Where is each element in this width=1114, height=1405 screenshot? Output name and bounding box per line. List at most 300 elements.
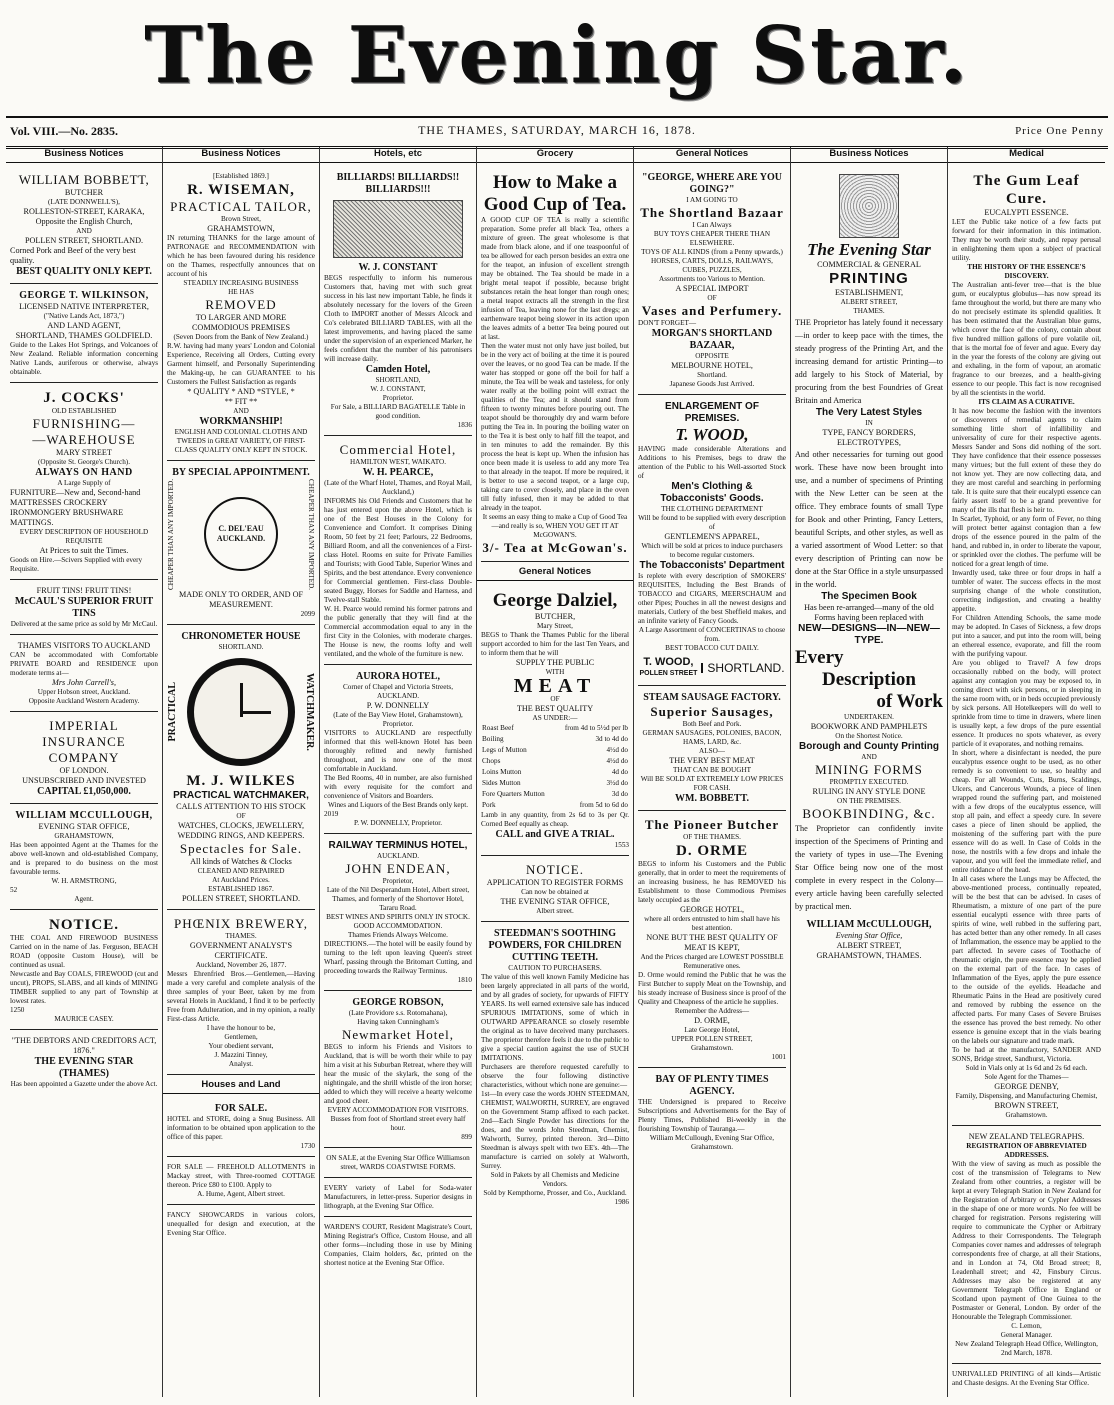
ad-sign: P. W. DONNELLY, Proprietor. [354,819,442,827]
meat-price-table [481,723,629,811]
ad-spec: The Specimen Book [821,591,917,602]
ad-unrivalled [952,1367,1101,1393]
ad-body: CAN be accommodated with Comfortable PRIVATE BOARD and RESIDENCE upon moderate terms at— [10,651,158,677]
ad-body-7: Are you obliged to Travel? A few drops occasionally rubbed on the body, will protect against any contagion you may be exposed to, in coming direct with sick persons, or in sleeping in the same room with, or in beds occupied previously by sick persons. All Hotelkeepers will do well to sprinkle from time to time in drawers, where linen is usually kept, a few drops of the pure essential essence. It produces no spots whatever, as every particle of it evaporates, and nothing remains. [952,659,1101,748]
ad-quality: THE BEST QUALITY [516,704,594,713]
column-heading: Business Notices [6,147,162,163]
price-item: Pork [482,801,496,809]
ad-best: THE VERY BEST MEAT [669,756,755,765]
ad-role: Proprietor, [382,877,414,885]
ad-owner: WM. BOBBETT. [675,793,749,804]
ad-calls: CALLS ATTENTION TO HIS STOCK [176,801,306,811]
ad-role: Analyst. [228,1059,254,1068]
ad-number: 2099 [300,609,315,618]
ad-every-3: of Work [876,691,943,712]
ad-role: Family, Dispensing, and Manufacturing Chemist, [955,1092,1098,1100]
ad-town: Shortland. [697,371,727,379]
billiard-table-illustration [333,200,463,258]
ad-of: OF [236,811,246,820]
ad-claim: ITS CLAIM AS A CURATIVE. [978,398,1075,406]
ad-sign: William McCullough, Evening Star Office, Grahamstown. [649,1134,775,1151]
ad-name: PHŒNIX BREWERY, [174,915,308,931]
ad-head: CHRONOMETER HOUSE [181,630,301,642]
ad-address: AND [76,227,92,235]
ad-items: MATTRESSES CROCKERY IRONMONGERY BRUSHWARE MATTINGS. [10,498,124,527]
price-value: 3½d do [606,779,628,787]
ad-sub: (LATE DONNWELL'S), [48,198,120,206]
ad-side-right: CHEAPER THAN ANY IMPORTED. [307,479,315,590]
ad-every-2: Description [822,669,916,690]
ad-q2: ** FIT ** [224,397,258,406]
ad-clean: CLEANED AND REPAIRED [197,866,285,875]
ad-head: BAY OF PLENTY TIMES AGENCY. [655,1074,769,1097]
ad-jap: Japanese Goods Just Arrived. [669,380,755,388]
ad-number: 1986 [614,1198,629,1206]
ad-sold: Sold in Pakets by all Chemists and Medicine Vendors. [490,1171,620,1188]
ad-styles: The Very Latest Styles [815,407,923,418]
ad-head: "GEORGE, WHERE ARE YOU GOING?" [641,172,783,195]
ad-body: ON SALE, at the Evening Star Office Williamson street, WARDS COASTWISE FORMS. [326,1154,470,1171]
ad-printing-title: PRINTING [829,270,909,287]
ad-name: T. WOOD, [675,425,749,444]
ad-sign: J. Mazzini Tinney, [214,1050,268,1059]
ad-body: Has been appointed Agent at the Thames for the above well-known and old-established Company, and is prepared to do business on the most favourable terms. [10,841,158,876]
ad-town: Grahamstown. [690,1044,734,1052]
ad-head: NEW ZEALAND TELEGRAPHS. [968,1132,1085,1141]
ad-sign: W. H. ARMSTRONG, [51,877,117,885]
ad-place: THAMES. [225,931,257,940]
ad-hist: THE HISTORY OF THE ESSENCE'S DISCOVERY. [967,263,1086,280]
column-4 [477,147,634,1397]
column-5 [634,147,791,1397]
ad-body: HOTEL and STORE, doing a Snug Business. All information to be obtained upon application to the office of this paper. [167,1114,315,1141]
ad-has: HE HAS [228,288,254,296]
ad-servant: Your obedient servant, [208,1041,274,1050]
ad-office: THE EVENING STAR OFFICE, [500,897,610,906]
ad-number: 1250 [10,1006,25,1014]
ad-hotel: Camden Hotel, [365,364,431,375]
ad-street-2: ALBERT STREET, [836,941,902,950]
ad-buy: BUY TOYS CHEAPER THERE THAN ELSEWHERE. [653,230,771,247]
ad-name: Mrs John Carrell's, [52,678,116,687]
ad-late: (Late Providore s.s. Rotomahana), [348,1009,448,1017]
ad-hotel: GEORGE HOTEL, [679,905,745,914]
ad-title: The Gum Leaf Cure. [973,173,1080,207]
ad-borough: Borough and County Printing [799,741,939,752]
ad-office: EVENING STAR OFFICE, [38,822,130,831]
ad-under: AS UNDER:— [532,714,578,722]
ad-sign: WILLIAM McCULLOUGH, [806,919,932,930]
ad-name: GEORGE DENBY, [994,1082,1059,1091]
ad-body: With the view of saving as much as possible the cost of the transmission of Telegrams to New Zealand from other countries, a register will be kept at every Telegraph Station in New Zealand for the Registration of Arbitrary or Cypher Addresses in the shape of one or more words. No fee will be charged for registration. Persons registering will require to communicate the Cypher or Arbitrary Address to their Correspondents. The Telegraph Companies cover names and addresses of telegraph correspondents free of charge, at all their Stations, and in London at 74, Old Broad street; 8, Leadenhall street; and 42, Finsbury Circus. Addresses may also be registered at any Government Telegraph Office in England or Scotland upon payment of One Guinea to the Postmaster or General, London. By order of the Honourable the Telegraph Commissioner. [952,1160,1101,1321]
ad-name-2: INSURANCE COMPANY [42,734,126,765]
ad-ruling: RULING IN ANY STYLE DONE [812,787,926,796]
ad-opposite: (Opposite St. George's Church). [38,458,130,466]
ad-price: 3/- Tea at McGowan's. [482,540,628,555]
ad-meat: MEAT [513,675,597,697]
ad-items: GERMAN SAUSAGES, POLONIES, BACON, HAMS, LARD, &c. [642,729,782,746]
ad-name: R. WISEMAN, [187,182,295,198]
ad-town: GRAHAMSTOWN, [54,832,114,840]
ad-none: NONE BUT THE BEST QUALITY OF MEAT IS KEPT, [646,933,778,952]
column-3 [320,147,477,1397]
ad-supply: A Large Supply of [57,479,111,487]
price-item: Roast Beef [482,724,514,732]
ad-number: 1810 [457,976,472,984]
ad-items: WATCHES, CLOCKS, JEWELLERY, WEDDING RINGS, AND KEEPERS. [177,820,305,840]
ad-wilkinson [10,287,158,383]
ad-body-2: R.W. having had many years' London and Colonial Experience, Receiving all Orders, Cutting every Garment himself, and Personally Superintending the Making-up, he can GUARANTEE to his Customers the Fullest Satisfaction as regards [167,342,315,386]
ad-est: [Established 1869.] [213,172,269,180]
ad-body-4: Is replete with every description of SMOKERS' REQUISITES, Including the Best Brands of TOBACCO and CIGARS, MEERSCHAUM and other Pipes; Pouches in all the newest designs and materials, Cutlery of the best Sheffield makes, and an infinite variety of Fancy Goods. [638,572,786,625]
ad-name: WILLIAM MCCULLOUGH, [15,810,153,821]
ad-est: ESTABLISHMENT, [834,288,904,297]
column-heading: Medical [948,147,1105,163]
ad-call: CALL and GIVE A TRIAL. [495,829,615,840]
ad-special-appointment [167,464,315,625]
ad-gum-leaf [952,169,1101,1126]
ad-body: BEGS respectfully to inform his numerous Customers that, having met with such great success in his last new important Table, he finds it absolutely necessary for the lovers of the Green Cloth to IMPORT another of Messrs Alcock and Co's celebrated BILLIARD TABLES, with all the latest improvements, and having placed the same under the supervision of an experienced Marker, he feels confident that the number of his patronisers will increase daily. [324,274,472,363]
ad-body-2: Purchasers are therefore requested carefully to observe the four following distinctive characteristics, without which none are genuine:— [481,1063,629,1089]
ad-name: W. J. CONSTANT [358,262,438,273]
ad-name: IMPERIAL [49,718,119,733]
ad-place: HAMILTON WEST, WAIKATO. [349,458,447,466]
ad-with: WITH [545,668,565,676]
ad-gent: Gentlemen, [224,1032,258,1041]
ad-title: LICENSED NATIVE INTERPRETER, [19,302,149,311]
ad-number: 1836 [457,421,472,429]
ad-taken: Having taken Cunningham's [357,1018,439,1026]
ad-place: OF LONDON. [59,766,109,775]
ad-on-sale [324,1151,472,1178]
ad-prices: At Auckland Prices. [212,875,270,884]
clock-row [167,652,315,772]
ad-name: George Dalziel, [492,590,618,611]
ad-tagline: BEST QUALITY ONLY KEPT. [16,266,152,277]
ad-estd: ESTABLISHED 1867. [208,884,274,893]
ad-also: ALSO— [699,747,725,755]
ad-notice-forms [481,859,629,922]
ad-good: GOOD ACCOMMODATION. [353,922,443,930]
ad-railway-hotel [324,837,472,991]
ad-body-2: Messrs Ehrenfried Bros.—Gentlemen,—Having made a very careful and complete analysis of the three samples of your Beer, taken by me from several Hotels in Auckland, I find it to be perfectly Free from Adulteration, and in my opinion, a really First-class Article. [167,969,315,1023]
ad-line: FURNISHING— [32,416,136,431]
ad-bind: BOOKBINDING, &c. [802,806,936,821]
price-item: Chops [482,757,501,765]
ad-name: GEORGE T. WILKINSON, [19,290,149,301]
ad-sub: ("Native Lands Act, 1873,") [43,312,125,320]
coat-of-arms-icon [839,174,899,238]
ad-wines: Wines and Liquors of the Best Brands only kept. [327,801,469,809]
ad-signature [638,656,786,680]
ad-number: 1553 [614,841,629,849]
ad-body-2: The Bed Rooms, 40 in number, are also furnished with every requisite for the comfort and convenience of Visitors and Boarders. [324,774,472,800]
ad-sig-1: T. WOOD, [643,656,694,668]
ad-name: GEORGE ROBSON, [352,997,444,1008]
ad-wiseman [167,169,315,461]
ad-role: Agent. [74,895,94,903]
ad-title: How to Make a Good Cup of Tea. [483,172,627,215]
ad-every-1: Every [795,647,844,668]
price-value: 4½d do [606,746,628,754]
ad-visitors [10,638,158,712]
ad-telegraphs [952,1129,1101,1364]
ad-lamb: Lamb in any quantity, from 2s 6d to 3s per Qr. Corned Beef equally as cheap. [481,811,629,828]
ad-head: "THE DEBTORS AND CREDITORS ACT, 1876." [11,1036,157,1055]
ad-shortland-bazaar [638,169,786,395]
ad-morgan: MORGAN'S SHORTLAND BAZAAR, [651,328,773,351]
ad-bought: THAT CAN BE BOUGHT [673,766,751,774]
ad-hire: Goods on Hire.—Scivers Supplied with every Requisite. [10,556,143,573]
ad-body: EVERY variety of Label for Soda-water Manufacturers, in letter-press. Superior designs in lithograph, at the Evening Star Office. [324,1184,472,1210]
ad-head: ENLARGEMENT OF PREMISES. [665,401,759,424]
ad-furniture: FURNITURE—New and, Second-hand [10,488,141,497]
ad-bay-of-plenty [638,1071,786,1157]
dateline [6,116,1108,149]
ad-sold: Will BE SOLD AT EXTREMELY LOW PRICES FOR CASH. [640,775,784,792]
ad-body-2: And other necessaries for turning out good work. These have now been brought into use, and a number of specimens of Printing with the New Letter can be seen at the office. They embrace founts of small Type for Book and other Printing, Fancy Letters, beautiful Scripts, and other styles, as well as a varied assortment of Wood Letter: so that every description of Printing can now be done at the Star Office in a style unsurpassed in the world. [795,450,943,589]
ad-sign: Sold by Kempthorne, Prosser, and Co., Auckland. [483,1189,627,1197]
ad-stock: Men's Clothing & Tobacconists' Goods. [660,481,764,504]
ad-body-4: In Scarlet, Typhoid, or any form of Fever, no thing will protect better against contagion than a few drops of the essence poured in the palm of the hand, and rubbed in, in order to liberate the vapour, or sprinkled over the clothes. The perfume will be noticed for a great length of time. [952,515,1101,568]
ad-sub: EUCALYPTI ESSENCE. [984,208,1069,217]
ad-book: BOOKWORK AND PAMPHLETS [810,722,928,731]
ad-new: NEW—DESIGNS—IN—NEW—TYPE. [798,623,940,646]
ad-street: Albert street. [536,907,574,915]
ad-title: REGISTRATION OF ABBREVIATED ADDRESSES. [966,1142,1087,1159]
ad-sig-2: POLLEN STREET [639,670,698,677]
ad-body-10: To be had at the manufactory, SANDER AND SONS, Bridge street, Sandhurst, Victoria. [952,1046,1101,1063]
ad-side-left: PRACTICAL [167,682,178,742]
ad-rem: Remember the Address— [674,1007,750,1015]
ad-street: BROWN STREET, [994,1101,1059,1110]
ad-body: Guide to the Lakes Hot Springs, and Volcanoes of New Zealand. Reliable information concerning Native Lands, auriferous or otherwise, always obtainable. [10,341,158,376]
ad-name: WILLIAM BOBBETT, [18,172,150,187]
ad-body-3: 1st—In every case the words JOHN STEEDMAN, CHEMIST, WALWORTH, SURREY, are engraved on the Government Stamp affixed to each packet. 2nd—Each Single Powder has directions for the does, and the words John Steedman, Chemist, Walworth, Surrey, printed thereon. 3rd—Ditto Steedman is always spelt with two EE's. 4th—The manufacture is carried on solely at Walworth, Surrey. [481,1090,629,1170]
ad-t-wood [638,398,786,686]
column-heading: Grocery [477,147,633,163]
ad-steam-sausage [638,689,786,811]
ad-opp: OPPOSITE [695,352,729,360]
ad-body: IN returning THANKS for the large amount of PATRONAGE and RECOMMENDATION with which he has been favoured during his residence on the Thames, respectfully announces that on account of his [167,234,315,278]
ad-side-right: WATCHMAKER. [304,673,315,751]
ad-body-2: The Australian anti-fever tree—that is the blue gum, or eucalyptus globulus—has now spread its fame throughout the world, but there are many who do not precisely estimate its splendid qualities. It has been estimated that the Australian blue gums, which cover the face of the colony, contain about five hundred million gallons of pure volatile oil, that is the mortal foe of fever and ague. Every day in the year the forests of the colony are giving out and exhaling, in the form of vapour, an aromatic fragrance to our breezes, and a health-giving essence to our people. This fact is now recognised by all the scientists in the world. [952,281,1101,397]
ad-cloths: ENGLISH AND COLONIAL CLOTHS AND TWEEDS in GREAT VARIETY, OF FIRST-CLASS QUALITY ONLY KEPT IN STOCK. [174,428,308,454]
ad-name: AURORA HOTEL, [356,671,440,682]
ad-special: A SPECIAL IMPORT [675,284,749,293]
ad-of: OF [550,695,560,703]
ad-owner: W. J. CONSTANT, [370,385,426,393]
ad-number: 1001 [771,1053,786,1061]
ad-dept: THE CLOTHING DEPARTMENT [661,505,763,513]
ad-name: M. J. WILKES [186,772,296,789]
ad-labels [324,1181,472,1217]
ad-sold: Sold in Vials only at 1s 6d and 2s 6d each. [965,1064,1088,1072]
ad-body: UNRIVALLED PRINTING of all kinds—Artistic and Chaste designs. At the Evening Star Office. [952,1370,1101,1387]
ad-debtors [10,1033,158,1094]
ad-honour: I have the honour to be, [206,1023,276,1032]
ad-vases: Vases and Perfumery. [641,303,783,318]
ad-street: ALBERT STREET, [840,298,898,306]
ad-title: PRACTICAL WATCHMAKER, [173,789,309,801]
ad-bottom: MADE ONLY TO ORDER, AND OF MEASUREMENT. [178,589,304,609]
ad-mccaul [10,583,158,635]
ad-role: Proprietor. [382,720,414,728]
ad-body: THE Proprietor has lately found it necessary—in order to keep pace with the times, the steady progress of the Printing Art, and the increasing demand for artistic Printing—to add largely to his Stock of Material, by procuring from the best Foundries of Great Britain and America [795,318,943,405]
ad-kind: Both Beef and Pork. [682,720,742,728]
ad-late: Late George Hotel, [684,1026,740,1034]
ad-body-3: It seems an easy thing to make a Cup of Good Tea—and really is so, WHEN YOU GET IT AT McGOWAN'S. [482,513,628,539]
ad-price: At Prices to suit the Times. [39,546,129,555]
ad-apparel: GENTLEMEN'S APPAREL, [664,532,760,541]
ad-late: Late of the Nil Desperandum Hotel, Albert street, Thames, and formerly of the Shortover Hotel, Tararu Road. [326,886,470,912]
price-row [481,778,629,789]
ad-spec: Spectacles for Sale. [179,840,303,856]
ad-address: ROLLESTON-STREET, KARAKA, [23,207,145,216]
ad-address: SHORTLAND, THAMES GOLDFIELD. [15,331,153,340]
ad-always: ALWAYS ON HAND [35,467,133,478]
ad-street: Mary Street, [537,622,573,630]
column-7 [948,147,1105,1397]
ad-date: Auckland, November 26, 1877. [195,960,287,969]
ad-body: GOVERNMENT ANALYST'S CERTIFICATE. [189,940,293,960]
ad-street: Brown Street, [221,215,261,223]
ad-body: BEGS to inform his Friends and Visitors to Auckland, that is will be worth their while to pay him a visit at his Suburban Retreat, where they will hear the music of the skylark, the song of the nightingale, and the shrill whistle of the iron horse; added to which they will receive a hearty welcome and good cheer. [324,1043,472,1105]
ad-body-2: Can now be obtained at [521,888,589,896]
ad-body-3: It has now become the fashion with the inventors or discoverers of remedial agents to claim something little short of infallibility and universality of cure for their respective agents. Messrs Sander and Sons did nothing of the sort. They have confidence that their essence possesses many virtues; but the full extent of these they do not know yet. They are now collecting data, and they are most careful and searching in performing tale. It is quite sure that their eucalypti essence can fairly assert itself to be a grand preventive for many of the ills that flesh is heir to. [952,407,1101,514]
ad-of: OF THE THAMES. [683,833,741,841]
column-heading: Business Notices [791,147,947,163]
ad-body: The value of this well known Family Medicine has been largely appreciated in all parts of the world, and by all grades of society, for upwards of FIFTY YEARS. Its well earned extensive sale has induced SPURIOUS IMITATIONS, some of which in OUTWARD APPEARANCE so closely resemble the original as to have deceived many purchasers. The proprietor therefore feels it due to the public to give a special caution against the use of SUCH IMITATIONS. [481,973,629,1062]
column-2 [163,147,320,1397]
price-row [481,800,629,811]
ad-body: Corned Pork and Beef of the very best quality. [10,246,136,265]
price-row [481,745,629,756]
ad-name: RAILWAY TERMINUS HOTEL, [328,840,468,851]
ad-opposite: Opposite Auckland Western Academy. [28,697,140,705]
ad-body: THE EVENING STAR (THAMES) [34,1056,134,1079]
ad-friends: Thames Friends Always Welcome. [348,931,448,939]
price-value: from 5d to 6d do [579,801,628,809]
ad-office: New Zealand Telegraph Head Office, Wellington, 2nd March, 1878. [955,1340,1098,1357]
ad-role: General Manager. [1000,1331,1053,1339]
ad-name: Commercial Hotel, [339,442,457,457]
ad-prompt: PROMPTLY EXECUTED. [829,778,909,786]
ad-billiards [324,169,472,436]
ad-office: Evening Star Office, [835,931,903,940]
price-row [481,723,629,734]
ad-body-2: Has been appointed a Gazette under the above Act. [10,1080,158,1088]
ad-brand: The Evening Star [807,240,931,259]
price: Price One Penny [1015,125,1104,137]
ad-cut: BEST TOBACCO CUT DAILY. [665,644,759,652]
ad-street: POLLEN STREET, SHORTLAND. [181,893,301,903]
ad-steedman [481,925,629,1212]
ad-best: BEST WINES AND SPIRITS ONLY IN STOCK. [326,913,470,921]
ad-head: BY SPECIAL APPOINTMENT. [172,467,310,478]
ad-prices: And the Prices charged are LOWEST POSSIBLE Remunerative ones. [640,953,784,970]
ad-caution: CAUTION TO PURCHASERS. [508,964,602,972]
ad-body-3: D. Orme would remind the Public that he was the First Butcher to supply Meat on the Township, and his steady increase of Business since is proof of the Quality and Cheapness of the article he supplies. [638,971,786,1006]
ad-town: SHORTLAND, [375,376,421,384]
ad-buses: Busses from foot of Shortland street every half hour. [330,1115,466,1132]
ad-body: FANCY SHOWCARDS in various colors, unequalled for design and execution, at the Evening Star Office. [167,1210,315,1237]
ad-body: THE Undersigned is prepared to Receive Subscriptions and Advertisements for the Bay of Plenty Times, Published Bi-weekly in the flourishing Township of Tauranga.— [638,1098,786,1133]
ad-body-2: Will be found to be supplied with every description of [638,514,786,531]
ad-dont: DON'T FORGET— [638,319,697,327]
ad-number: 52 [10,886,18,894]
ad-wardens [324,1220,472,1273]
ad-billiards-head: BILLIARDS! BILLIARDS!! BILLIARDS!!! [336,172,460,195]
ad-trade: BUTCHER, [534,612,576,621]
ad-body-9: In all cases where the Lungs may be Affected, the above-mentioned process, continually repeated, will be the best that can be advised. In cases of Rheumatism, a mixture of one part of the pure essential eucalypti essence with three parts of spirits of wine, well rubbed in the suffering part, has acted better than any other remedy. In all cases of Inflammation, the essence may be applied to the part affected. In severe cases of Toothache of rheumatic origin, the pure essence may be applied on the external part of the face. In cases of Inflammation of the Eyes, apply the pure essence to the outside of the eyelids. Headache and Rheumatic Pains in the Head are positively cured and removed by rubbing the essence on the affected parts. For many Cases of Severe Bruises the essence has proved the best remedy. No other essence is genuine except that in the vials bearing on the labels our signature and trade mark. [952,875,1101,1045]
ad-name: The Shortland Bazaar [640,205,784,220]
ad-body: THE COAL AND FIREWOOD BUSINESS Carried on in the name of Jas. Ferguson, BEACH ROAD (opposite Custom House), will be continued as usual. [10,934,158,969]
ad-late: (Late of the Wharf Hotel, Thames, and Royal Mail, Auckland,) [324,479,472,496]
ad-of: OF [707,294,717,302]
ad-mining: MINING FORMS [815,762,923,777]
ad-to: TO LARGER AND MORE COMMODIOUS PREMISES [191,313,291,332]
ad-freehold [167,1160,315,1205]
ad-corner: Corner of Chapel and Victoria Streets, AUCKLAND. [342,683,453,700]
ad-in: IN [865,419,873,427]
ad-directions: DIRECTIONS.—The hotel will be easily found by turning to the left upon leaving Queen's street Wharf, passing through the Britomart Cutting, and proceeding towards the Railway Terminus. [324,940,472,975]
ad-town: SHORTLAND. [218,642,264,651]
column-heading: Houses and Land [163,1078,319,1094]
ad-removed: REMOVED [205,297,277,312]
volume-number: Vol. VIII.—No. 2835. [10,124,119,138]
ad-place: THAMES. [853,307,885,315]
masthead-title: The Evening Star. [144,10,970,101]
ad-name: McCAUL'S SUPERIOR FRUIT TINS [14,596,154,619]
columns [6,147,1108,1397]
ad-chronometer [167,628,315,910]
ad-street: MARY STREET [56,448,112,457]
ad-stamp: C. DEL'EAU AUCKLAND. [204,497,278,571]
ad-prem: ON THE PREMISES. [837,797,901,805]
ad-sig-3: SHORTLAND. [701,663,784,673]
ad-body: FOR SALE — FREEHOLD ALLOTMENTS in Mackay street, with Three-roomed COTTAGE thereon. Price £80 to £100. Apply to [167,1162,315,1189]
ad-address: Upper Hobson street, Auckland. [37,688,131,696]
ad-showcards [167,1208,315,1243]
ad-tob: The Tobacconists' Department [639,560,785,571]
ad-cocks [10,386,158,580]
ad-short: On the Shortest Notice. [835,732,903,740]
ad-supply: SUPPLY THE PUBLIC [515,658,595,667]
ad-head: FRUIT TINS! FRUIT TINS! [36,586,132,595]
ad-imperial [10,715,158,804]
ad-body: HAVING made considerable Alterations and Additions to his Premises, begs to draw the attention of the Public to his Well-assorted Stock of [638,445,786,480]
ad-body-2: Newcastle and Bay COALS, FIREWOOD (cut and uncut), PROPS, SLABS, and all kinds of MINING TIMBER supplied to any part of Township at lowest rates. [10,970,158,1005]
ad-aurora-hotel [324,668,472,834]
ad-trade: PRACTICAL TAILOR, [170,199,312,214]
ad-place: AUCKLAND. [376,852,420,860]
ad-capital: UNSUBSCRIBED AND INVESTED [22,776,146,785]
ad-line: —WAREHOUSE [32,432,136,447]
ad-head: NOTICE. [49,917,119,933]
ad-tea [481,169,629,562]
ad-type: TYPE, FANCY BORDERS, ELECTROTYPES, [822,428,916,447]
column-1 [6,147,163,1397]
ad-dalziel [481,587,629,856]
ad-hotel: Newmarket Hotel, [341,1027,455,1042]
ad-head: The Pioneer Butcher [644,817,780,832]
ad-body: LET the Public take notice of a few facts put forward for their information in this intimation. They may be worth their study, and repay perusal in enlightening them upon a subject of practical utility. [952,218,1101,262]
ad-bobbett [10,169,158,284]
ad-name: D. ORME [676,843,748,859]
ad-mccullough-agent [10,807,158,910]
ad-for-sale [167,1100,315,1157]
